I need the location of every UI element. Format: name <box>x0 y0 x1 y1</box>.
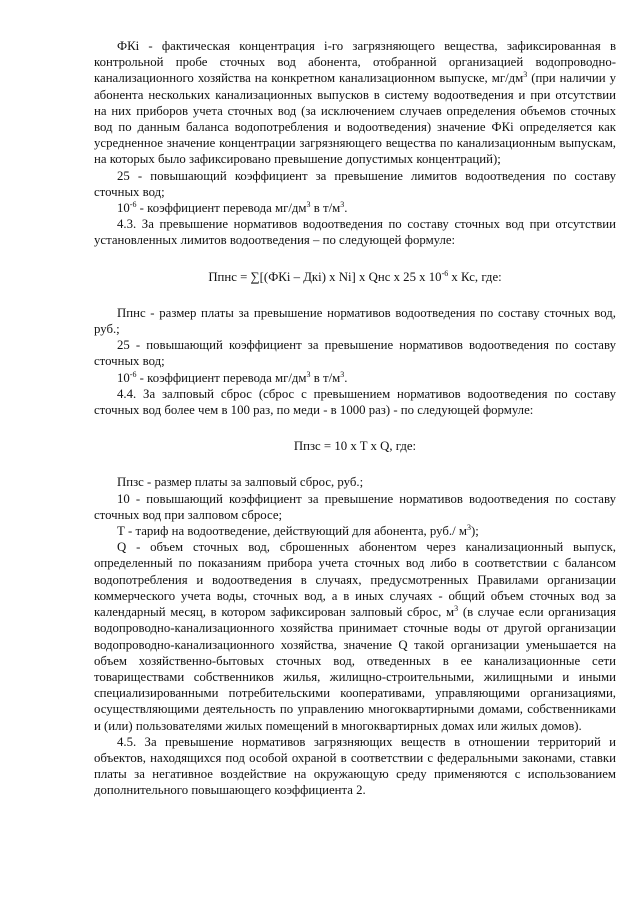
paragraph-tariff-definition <box>94 523 616 539</box>
text: - коэффициент перевода мг/дм <box>136 370 307 385</box>
superscript: -6 <box>129 369 137 379</box>
superscript: 3 <box>523 70 528 80</box>
paragraph-ppns-definition: Ппнс - размер платы за превышение нормативов водоотведения по составу сточных вод, руб.; <box>94 305 616 337</box>
text: 10 <box>117 370 130 385</box>
paragraph-conversion-factor-2 <box>94 370 616 386</box>
text: 10 <box>117 201 130 216</box>
text: в т/м <box>310 370 341 385</box>
text: (при наличии у абонента нескольких канализационных выпусков в систему водоотведения и при отсутствии на них приборов учета сточных вод (за исключением случаев определения объемов сточных вод по данным баланса водопотребления и водоотведения) значение ФКi определяется как усредненное значение концентрации загрязняющего вещества по канализационным выпускам, на которых было зафиксировано превышение допустимых концентраций); <box>94 71 616 167</box>
text: x Кс, где: <box>448 269 502 284</box>
formula-ppzs: Ппзс = 10 x T x Q, где: <box>293 439 417 454</box>
text: - коэффициент перевода мг/дм <box>136 201 307 216</box>
superscript: 3 <box>466 523 471 533</box>
paragraph-coefficient-25-norms: 25 - повышающий коэффициент за превышение нормативов водоотведения по составу сточных вод; <box>94 338 616 369</box>
section-4-5: 4.5. За превышение нормативов загрязняющих веществ в отношении территорий и объектов, находящихся под особой охраной в соответствии с федеральными законами, ставки платы за негативное воздействие на окружающую среду применяются с использованием дополнительного повышающего коэффициента 2. <box>94 734 616 798</box>
paragraph-ppzs-definition: Ппзс - размер платы за залповый сброс, руб.; <box>117 475 364 490</box>
text: Ппнс = ∑[(ФКi – Дкi) x Ni] x Qнс x 25 x 10 <box>208 269 442 284</box>
superscript: 3 <box>306 369 311 379</box>
text: ФКi - фактическая концентрация i-го загрязняющего вещества, зафиксированная в контрольной пробе сточных вод абонента, отобранной организацией водопроводно-канализационного хозяйства на конкретном канализационном выпуске, мг/дм <box>94 39 616 86</box>
text: . <box>344 370 348 385</box>
superscript: 3 <box>340 200 345 210</box>
superscript: 3 <box>340 369 345 379</box>
text: . <box>344 201 348 216</box>
superscript: -6 <box>441 268 449 278</box>
paragraph-coefficient-25-limits: 25 - повышающий коэффициент за превышение лимитов водоотведения по составу сточных вод; <box>94 168 616 199</box>
text: Т - тариф на водоотведение, действующий для абонента, руб./ м <box>117 524 467 539</box>
formula-ppns <box>94 269 616 285</box>
superscript: -6 <box>129 200 137 210</box>
paragraph-q-definition <box>94 539 616 733</box>
paragraph-conversion-factor <box>94 200 616 216</box>
section-4-4: 4.4. За залповый сброс (сброс с превышением нормативов водоотведения по составу сточных вод более чем в 100 раз, по меди - в 1000 раз) - по следующей формуле: <box>94 386 616 418</box>
text: ); <box>470 524 479 539</box>
text: в т/м <box>310 201 341 216</box>
paragraph-coefficient-10: 10 - повышающий коэффициент за превышение нормативов водоотведения по составу сточных вод при залповом сбросе; <box>94 491 616 522</box>
text: (в случае если организация водопроводно-канализационного хозяйства принимает сточные воды от другой организации водопроводно-канализационного хозяйства, значение Q такой организации уменьшается на объем хозяйственно-бытовых сточных вод, отведенных в ее канализационные сети товариществами собственников жилья, жилищно-строительными, жилищными и иными специализированными потребительскими кооперативами, управляющими организациями, осуществляющими деятельность по управлению многоквартирными домами, собственниками и (или) пользователями жилых помещений в многоквартирных домах или жилых домов). <box>94 605 616 733</box>
paragraph-fk-definition <box>94 38 616 168</box>
superscript: 3 <box>454 604 459 614</box>
text: Q - объем сточных вод, сброшенных абонентом через канализационный выпуск, определенный по показаниям прибора учета сточных вод либо в соответствии с балансом водопотребления и водоотведения в случаях, предусмотренных Правилами организации коммерческого учета воды, сточных вод, а в иных случаях - общий объем сточных вод за календарный месяц, в котором зафиксирован залповый сброс, м <box>94 540 616 620</box>
section-4-3: 4.3. За превышение нормативов водоотведения по составу сточных вод при отсутствии установленных лимитов водоотведения – по следующей формуле: <box>94 217 616 248</box>
superscript: 3 <box>306 200 311 210</box>
